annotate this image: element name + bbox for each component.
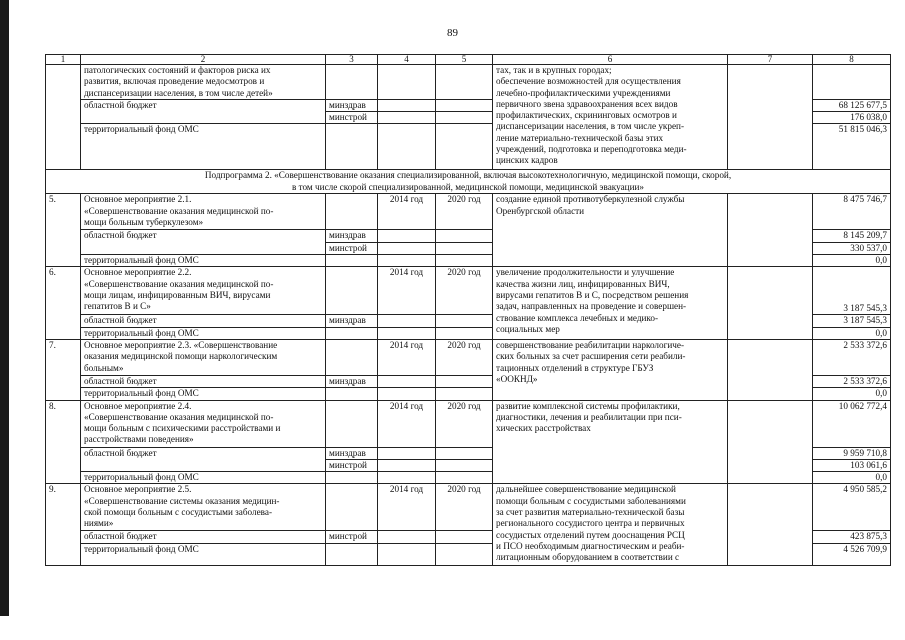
amount: 423 875,3	[813, 531, 891, 543]
scan-edge-bar	[0, 0, 9, 616]
start-year: 2014 год	[378, 400, 436, 447]
subprogram-title: Подпрограмма 2. «Совершенствование оказания специализированной, включая высокотехнологичную, медицинской помощи, скорой, в том числе скорой специализированной, медицинской помощи, медицинской эвакуации»	[46, 170, 891, 194]
expected-result: увеличение продолжительности и улучшение качества жизни лиц, инфицированных ВИЧ, вирусами гепатитов В и С, посредством решения задач, направленных на проведение и совершен- ствование комплекса лечебных и медико- социальных мер	[493, 267, 728, 340]
measure-title: Основное мероприятие 2.1. «Совершенствование оказания медицинской по- мощи больным туберкулезом»	[81, 194, 326, 230]
amount: 2 533 372,6	[813, 375, 891, 387]
end-year: 2020 год	[436, 339, 493, 375]
measure-title: Основное мероприятие 2.3. «Совершенствование оказания медицинской помощи наркологическим больным»	[81, 339, 326, 375]
row-number	[46, 65, 81, 170]
measure-title: Основное мероприятие 2.2. «Совершенствование оказания медицинской по- мощи лицам, инфицированным ВИЧ, вирусами гепатитов В и С»	[81, 267, 326, 315]
amount: 0,0	[813, 255, 891, 267]
page-number: 89	[447, 27, 458, 39]
amount: 4 526 709,9	[813, 543, 891, 565]
total-amount: 4 950 585,2	[813, 484, 891, 531]
expected-result: создание единой противотуберкулезной службы Оренбургской области	[493, 194, 728, 267]
start-year: 2014 год	[378, 267, 436, 315]
budget-label: областной бюджет	[81, 230, 326, 255]
expected-result: совершенствование реабилитации наркологиче- ских больных за счет расширения сети реабили- тационных отделений в структуре ГБУЗ «ООКНД»	[493, 339, 728, 400]
end-year: 2020 год	[436, 400, 493, 447]
measure-title: патологических состояний и факторов риска их развития, включая проведение медосмотров и диспансеризации населения, в том числе детей»	[81, 65, 326, 100]
amount: 176 038,0	[813, 112, 891, 124]
col-header: 6	[493, 55, 728, 65]
table-row	[46, 65, 891, 100]
start-year: 2014 год	[378, 194, 436, 230]
executor: минздрав	[326, 375, 378, 387]
total-amount: 10 062 772,4	[813, 400, 891, 447]
col-header: 1	[46, 55, 81, 65]
start-year: 2014 год	[378, 339, 436, 375]
table-row	[46, 194, 891, 230]
amount: 103 061,6	[813, 459, 891, 471]
executor: минздрав	[326, 315, 378, 327]
budget-label: областной бюджет	[81, 99, 326, 124]
expected-result: тах, так и в крупных городах; обеспечение возможностей для осуществления лечебно-профилактическими учреждениями первичного звена здравоохранения всех видов профилактических, скрининговых осмотров и диспансеризации населения, в том числе укреп- ление материально-технической базы этих учреждений, подготовка и переподготовка меди- цинских кадров	[493, 65, 728, 170]
budget-label: областной бюджет	[81, 447, 326, 472]
executor: минздрав	[326, 447, 378, 459]
budget-label: территориальный фонд ОМС	[81, 124, 326, 170]
col-header: 5	[436, 55, 493, 65]
executor: минстрой	[326, 112, 378, 124]
executor: минстрой	[326, 242, 378, 254]
total-amount: 3 187 545,3	[813, 267, 891, 315]
amount: 3 187 545,3	[813, 315, 891, 327]
table-row	[46, 400, 891, 447]
expected-result: развитие комплексной системы профилактики, диагностики, лечения и реабилитации при пси- хических расстройствах	[493, 400, 728, 484]
col-header: 4	[378, 55, 436, 65]
col-header: 8	[813, 55, 891, 65]
row-number: 7.	[46, 339, 81, 400]
col-header: 3	[326, 55, 378, 65]
budget-label: областной бюджет	[81, 315, 326, 327]
amount: 51 815 046,3	[813, 124, 891, 170]
col-header: 2	[81, 55, 326, 65]
amount: 0,0	[813, 388, 891, 400]
row-number: 6.	[46, 267, 81, 340]
table-row	[46, 339, 891, 375]
expected-result: дальнейшее совершенствование медицинской помощи больным с сосудистыми заболеваниями за счет развития материально-технической базы регионального сосудистого центра и первичных сосудистых отделений путем дооснащения РСЦ и ПСО необходимым диагностическим и реаби- литационным оборудованием в соответствии с	[493, 484, 728, 565]
executor: минстрой	[326, 531, 378, 543]
budget-label: областной бюджет	[81, 531, 326, 543]
total-amount: 8 475 746,7	[813, 194, 891, 230]
measure-title: Основное мероприятие 2.5. «Совершенствование системы оказания медицин- ской помощи больным с сосудистыми заболева- ниями»	[81, 484, 326, 531]
col-header: 7	[728, 55, 813, 65]
budget-label: территориальный фонд ОМС	[81, 327, 326, 339]
amount: 0,0	[813, 472, 891, 484]
end-year: 2020 год	[436, 484, 493, 531]
executor: минстрой	[326, 459, 378, 471]
amount: 9 959 710,8	[813, 447, 891, 459]
executor: минздрав	[326, 230, 378, 242]
end-year: 2020 год	[436, 267, 493, 315]
executor: минздрав	[326, 99, 378, 111]
amount: 8 145 209,7	[813, 230, 891, 242]
budget-label: областной бюджет	[81, 375, 326, 387]
amount: 68 125 677,5	[813, 99, 891, 111]
budget-label: территориальный фонд ОМС	[81, 255, 326, 267]
total-amount: 2 533 372,6	[813, 339, 891, 375]
subprogram-row	[46, 170, 891, 194]
amount: 330 537,0	[813, 242, 891, 254]
end-year: 2020 год	[436, 194, 493, 230]
table-row	[46, 484, 891, 531]
header-row	[46, 55, 891, 65]
budget-label: территориальный фонд ОМС	[81, 543, 326, 565]
table-row	[46, 267, 891, 315]
start-year: 2014 год	[378, 484, 436, 531]
budget-label: территориальный фонд ОМС	[81, 388, 326, 400]
row-number: 9.	[46, 484, 81, 565]
amount: 0,0	[813, 327, 891, 339]
row-number: 8.	[46, 400, 81, 484]
measure-title: Основное мероприятие 2.4. «Совершенствование оказания медицинской по- мощи больным с психическими расстройствами и расстройствами поведения»	[81, 400, 326, 447]
budget-label: территориальный фонд ОМС	[81, 472, 326, 484]
row-number: 5.	[46, 194, 81, 267]
program-table	[45, 54, 891, 566]
